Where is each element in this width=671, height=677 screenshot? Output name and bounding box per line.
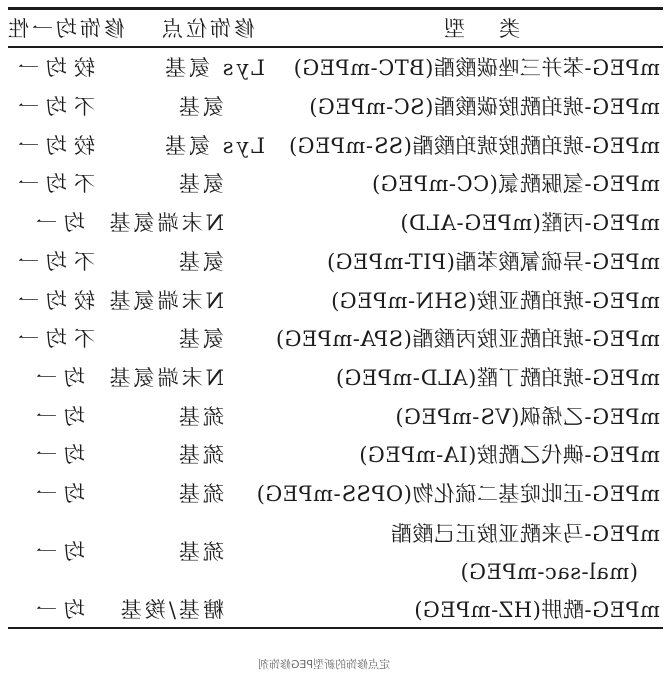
cell-modification-uniformity: 较均一 xyxy=(11,288,95,313)
table-row xyxy=(0,203,671,242)
cell-modification-site: 氨基 xyxy=(176,95,224,120)
cell-modification-site: 巯基 xyxy=(176,482,224,507)
cell-type: mPEG-酰肼(HZ-mPEG) xyxy=(413,598,660,623)
cell-modification-uniformity: 不均一 xyxy=(11,95,95,120)
table-row xyxy=(0,319,671,358)
table-row xyxy=(0,590,671,629)
table-row xyxy=(0,396,671,435)
cell-modification-site: N末端氨基 xyxy=(106,211,224,236)
cell-modification-site: 氨基 xyxy=(176,327,224,352)
cell-modification-uniformity: 均一 xyxy=(29,404,85,429)
cell-type: mPEG-异硫氰酸苯酯(PIT-mPEG) xyxy=(326,249,660,274)
bottom-rule xyxy=(8,627,663,629)
cell-modification-uniformity: 均一 xyxy=(29,211,85,236)
cell-type: mPEG-碘代乙酰胺(IA-mPEG) xyxy=(358,443,660,468)
table-row xyxy=(0,87,671,126)
table-row xyxy=(0,125,671,164)
cell-type-line1: mPEG-马来酰亚胺正己酸酯 xyxy=(390,522,660,547)
table-row xyxy=(0,242,671,281)
table-row xyxy=(0,164,671,203)
cell-modification-site: 巯基 xyxy=(176,404,224,429)
cell-modification-uniformity: 不均一 xyxy=(11,327,95,352)
cell-type: mPEG-琥珀酰丁醛(ALD-mPEG) xyxy=(335,365,660,390)
cell-modification-uniformity: 较均一 xyxy=(11,56,95,81)
cell-modification-site: 糖基/羧基 xyxy=(117,598,224,623)
cell-modification-site: Lys 氨基 xyxy=(162,56,265,81)
header-modification-uniformity: 修饰均一性 xyxy=(5,16,125,41)
cell-type-line2: (mal-sac-mPEG) xyxy=(460,559,638,584)
table-caption: 定点修饰的新型PEG修饰剂 xyxy=(257,658,391,671)
header-type: 类型 xyxy=(410,16,520,41)
cell-type: mPEG-琥珀酰亚胺(SHN-mPEG) xyxy=(330,288,660,313)
cell-type: mPEG-丙醛(mPEG-ALD) xyxy=(399,211,660,236)
table-row xyxy=(0,512,671,589)
cell-type: mPEG-琥珀酰胺碳酸酯(SC-mPEG) xyxy=(308,95,660,120)
cell-type: mPEG-氢脲酰氯(CC-mPEG) xyxy=(371,172,660,197)
table-row xyxy=(0,435,671,474)
cell-modification-site: 巯基 xyxy=(176,443,224,468)
cell-type: mPEG-琥珀酰胺琥珀酸酯(SS-mPEG) xyxy=(288,133,660,158)
cell-modification-site: 氨基 xyxy=(176,172,224,197)
header-modification-site: 修饰位点 xyxy=(159,16,255,41)
cell-modification-uniformity: 均一 xyxy=(29,482,85,507)
cell-type xyxy=(390,512,660,589)
cell-modification-site: N末端氨基 xyxy=(106,288,224,313)
cell-modification-uniformity: 均一 xyxy=(29,443,85,468)
cell-modification-uniformity: 均一 xyxy=(29,365,85,390)
cell-modification-uniformity: 不均一 xyxy=(11,172,95,197)
cell-modification-site: Lys 氨基 xyxy=(162,133,265,158)
cell-modification-site: 巯基 xyxy=(176,540,224,565)
table-row xyxy=(0,280,671,319)
cell-modification-uniformity: 不均一 xyxy=(11,249,95,274)
cell-modification-uniformity: 均一 xyxy=(29,598,85,623)
cell-modification-site: 氨基 xyxy=(176,249,224,274)
cell-type: mPEG-琥珀酰亚胺丙酸酯(SPA-mPEG) xyxy=(275,327,660,352)
table-row xyxy=(0,48,671,87)
cell-type: mPEG-苯并三唑碳酸酯(BTC-mPEG) xyxy=(293,56,660,81)
cell-modification-uniformity: 较均一 xyxy=(11,133,95,158)
cell-modification-uniformity: 均一 xyxy=(29,540,85,565)
table-row xyxy=(0,474,671,513)
cell-type: mPEG-正吡啶基二硫化物(OPSS-mPEG) xyxy=(256,482,660,507)
cell-type: mPEG-乙烯砜(VS-mPEG) xyxy=(394,404,660,429)
table-row xyxy=(0,358,671,397)
cell-modification-site: N末端氨基 xyxy=(106,365,224,390)
